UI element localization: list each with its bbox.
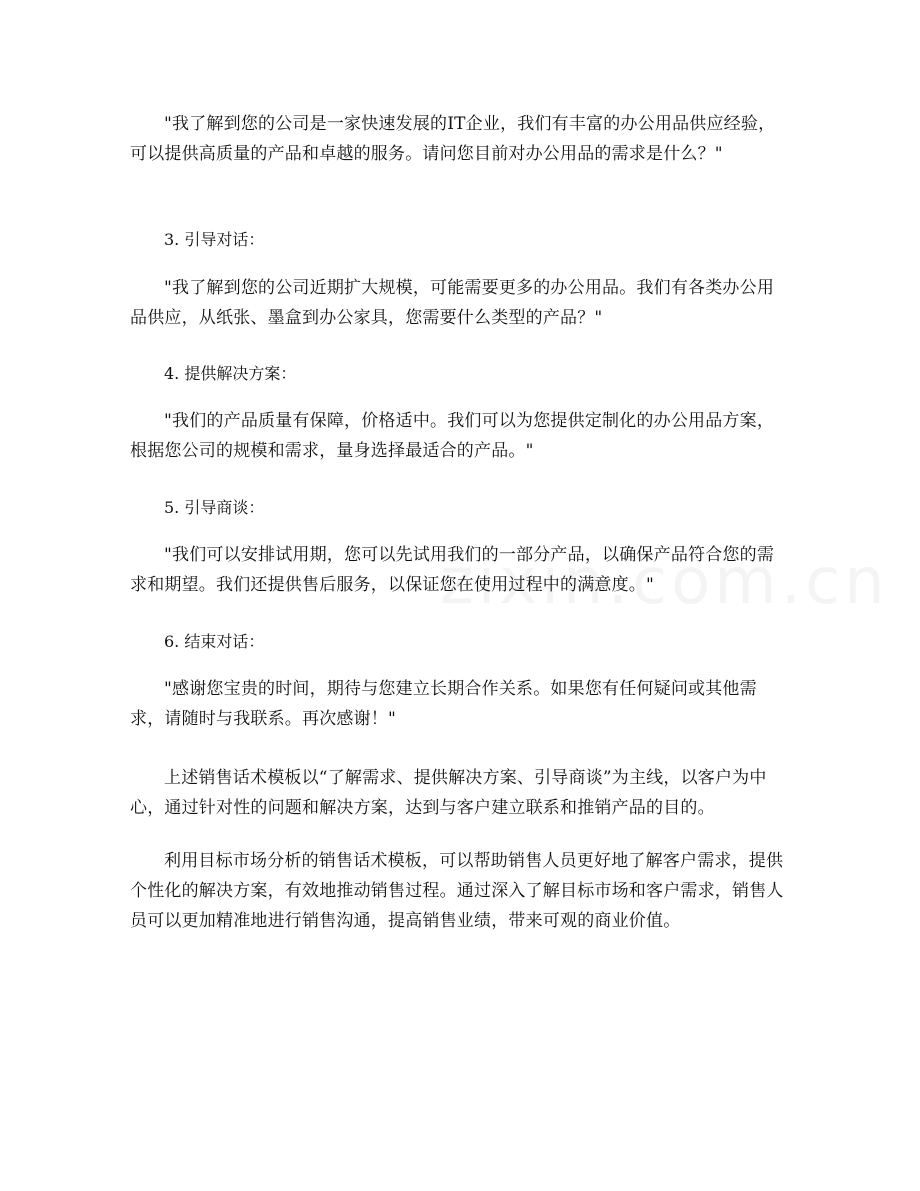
conclusion-paragraph: 利用目标市场分析的销售话术模板，可以帮助销售人员更好地了解客户需求，提供个性化的解决方案，有效地推动销售过程。通过深入了解目标市场和客户需求，销售人员可以更加精准地进行销售沟通，提高销售业绩，带来可观的商业价值。	[130, 851, 784, 931]
section-heading-end-conversation: 6. 结束对话：	[164, 632, 265, 651]
summary-paragraph: 上述销售话术模板以“了解需求、提供解决方案、引导商谈”为主线，以客户为中心，通过针对性的问题和解决方案，达到与客户建立联系和推销产品的目的。	[130, 768, 767, 818]
section-heading-guide-negotiation: 5. 引导商谈：	[164, 498, 265, 517]
quote-paragraph-guide-conversation: "我了解到您的公司近期扩大规模，可能需要更多的办公用品。我们有各类办公用品供应，从纸张、墨盒到办公家具，您需要什么类型的产品？"	[130, 278, 775, 328]
section-heading-guide-conversation: 3. 引导对话：	[164, 230, 265, 249]
quote-paragraph-guide-negotiation: "我们可以安排试用期，您可以先试用我们的一部分产品，以确保产品符合您的需求和期望。我们还提供售后服务，以保证您在使用过程中的满意度。"	[130, 545, 775, 595]
quote-paragraph-intro: "我了解到您的公司是一家快速发展的IT企业，我们有丰富的办公用品供应经验，可以提供高质量的产品和卓越的服务。请问您目前对办公用品的需求是什么？"	[130, 114, 776, 164]
quote-paragraph-end-conversation: "感谢您宝贵的时间，期待与您建立长期合作关系。如果您有任何疑问或其他需求，请随时与我联系。再次感谢！"	[130, 679, 757, 729]
section-heading-provide-solution: 4. 提供解决方案：	[164, 364, 297, 383]
quote-paragraph-provide-solution: "我们的产品质量有保障，价格适中。我们可以为您提供定制化的办公用品方案，根据您公司的规模和需求，量身选择最适合的产品。"	[130, 411, 775, 461]
